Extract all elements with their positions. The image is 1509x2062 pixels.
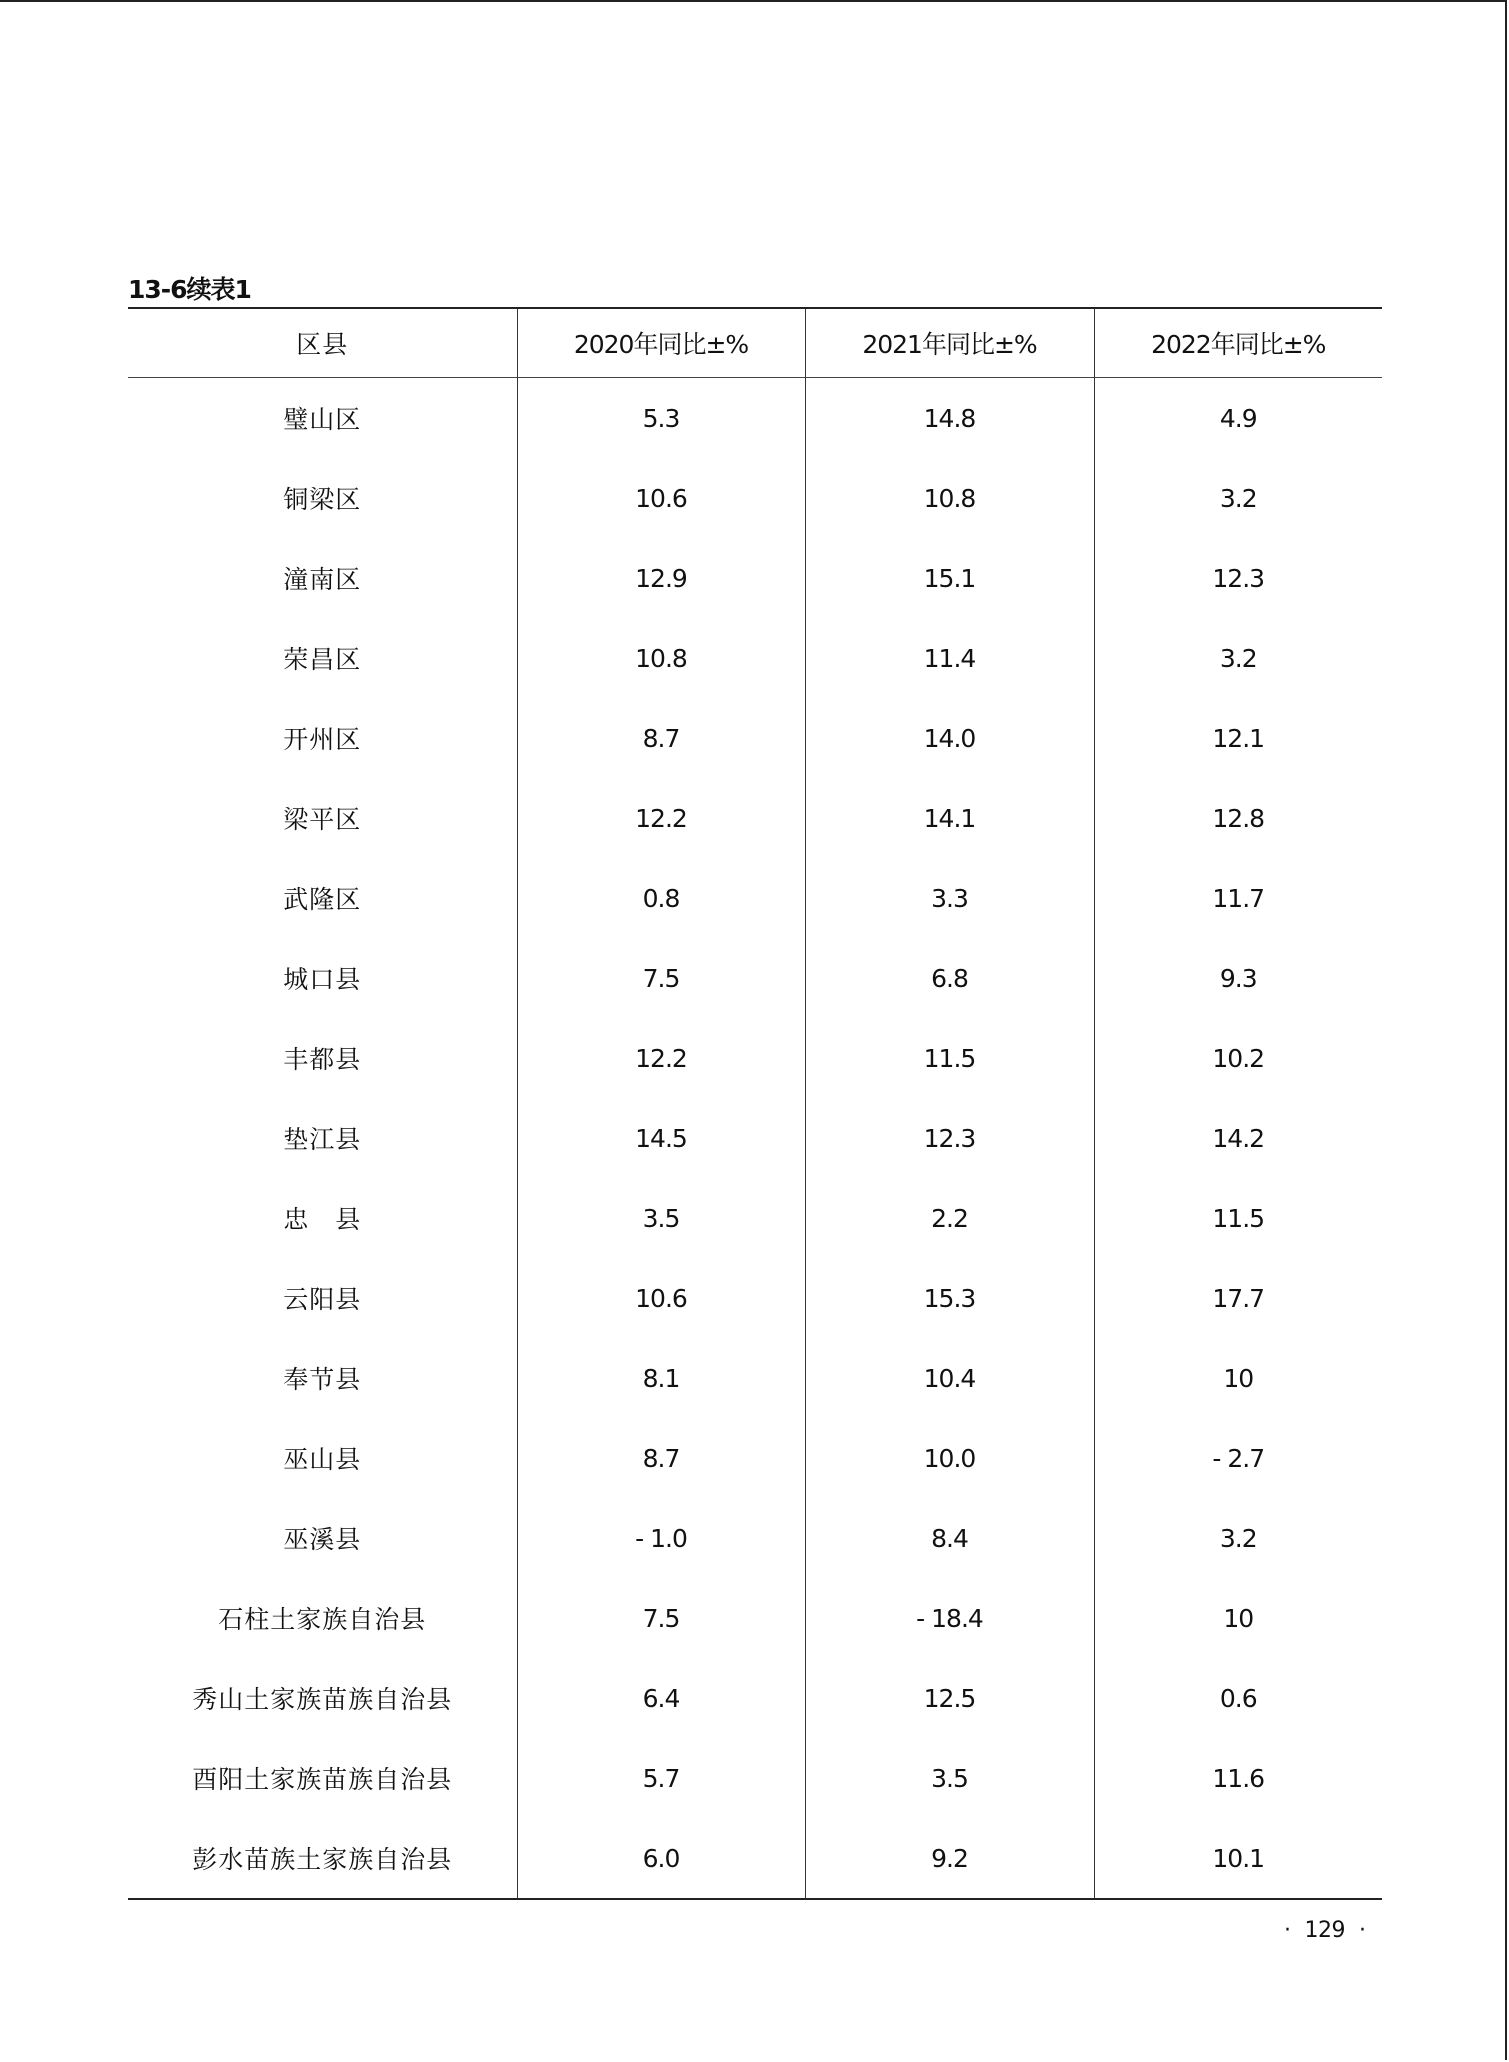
table-row [128, 1258, 1382, 1338]
value-2021-cell: 6.8 [805, 938, 1094, 1018]
column-header-2021: 2021年同比±% [805, 308, 1094, 378]
table-row [128, 778, 1382, 858]
value-2022-cell: 3.2 [1094, 618, 1382, 698]
value-2020-cell: 5.7 [517, 1738, 805, 1818]
district-cell: 武隆区 [283, 885, 362, 914]
column-header-2020: 2020年同比±% [517, 308, 805, 378]
value-2020-cell: 12.2 [517, 778, 805, 858]
district-cell: 奉节县 [283, 1365, 362, 1394]
value-2020-cell: 10.6 [517, 1258, 805, 1338]
value-2020-cell: 3.5 [517, 1178, 805, 1258]
district-cell: 铜梁区 [283, 485, 362, 514]
value-2021-cell: 15.1 [805, 538, 1094, 618]
data-table [128, 307, 1382, 1900]
district-cell: 开州区 [283, 725, 362, 754]
table-body [128, 378, 1382, 1900]
district-cell: 彭水苗族土家族自治县 [192, 1845, 453, 1874]
table-row [128, 1178, 1382, 1258]
table-row [128, 458, 1382, 538]
value-2022-cell: 12.3 [1094, 538, 1382, 618]
value-2020-cell: - 1.0 [517, 1498, 805, 1578]
table-row [128, 698, 1382, 778]
table-row [128, 938, 1382, 1018]
value-2020-cell: 8.1 [517, 1338, 805, 1418]
value-2022-cell: 10.1 [1094, 1818, 1382, 1899]
district-cell: 忠 县 [283, 1205, 362, 1234]
district-cell: 城口县 [283, 965, 362, 994]
district-cell: 酉阳土家族苗族自治县 [192, 1765, 453, 1794]
value-2021-cell: 11.5 [805, 1018, 1094, 1098]
value-2021-cell: 3.3 [805, 858, 1094, 938]
district-cell: 垫江县 [283, 1125, 362, 1154]
column-header-district: 区县 [296, 330, 349, 359]
value-2020-cell: 7.5 [517, 938, 805, 1018]
value-2022-cell: 14.2 [1094, 1098, 1382, 1178]
table-row [128, 1018, 1382, 1098]
value-2020-cell: 5.3 [517, 378, 805, 459]
value-2021-cell: 10.8 [805, 458, 1094, 538]
value-2020-cell: 6.4 [517, 1658, 805, 1738]
value-2022-cell: 12.8 [1094, 778, 1382, 858]
value-2020-cell: 10.6 [517, 458, 805, 538]
page-number-footer [1270, 1918, 1380, 1943]
value-2022-cell: 9.3 [1094, 938, 1382, 1018]
page-number: 129 [1304, 1918, 1345, 1943]
value-2022-cell: 11.6 [1094, 1738, 1382, 1818]
district-cell: 云阳县 [283, 1285, 362, 1314]
value-2021-cell: 12.5 [805, 1658, 1094, 1738]
value-2021-cell: - 18.4 [805, 1578, 1094, 1658]
table-row [128, 858, 1382, 938]
district-cell: 荣昌区 [283, 645, 362, 674]
value-2022-cell: 10 [1094, 1338, 1382, 1418]
district-cell: 璧山区 [283, 405, 362, 434]
table-row [128, 1578, 1382, 1658]
value-2022-cell: 10 [1094, 1578, 1382, 1658]
table-row [128, 1418, 1382, 1498]
district-cell: 潼南区 [283, 565, 362, 594]
value-2022-cell: 11.5 [1094, 1178, 1382, 1258]
district-cell: 秀山土家族苗族自治县 [192, 1685, 453, 1714]
table-row [128, 1738, 1382, 1818]
value-2021-cell: 14.0 [805, 698, 1094, 778]
table-row [128, 1338, 1382, 1418]
table-caption: 13-6续表1 [128, 275, 251, 304]
table-row [128, 618, 1382, 698]
value-2021-cell: 8.4 [805, 1498, 1094, 1578]
district-cell: 丰都县 [283, 1045, 362, 1074]
value-2020-cell: 8.7 [517, 698, 805, 778]
district-cell: 石柱土家族自治县 [218, 1605, 427, 1634]
value-2021-cell: 11.4 [805, 618, 1094, 698]
value-2021-cell: 10.0 [805, 1418, 1094, 1498]
value-2021-cell: 9.2 [805, 1818, 1094, 1899]
page-dot-left: · [1284, 1918, 1291, 1943]
value-2021-cell: 14.8 [805, 378, 1094, 459]
value-2022-cell: - 2.7 [1094, 1418, 1382, 1498]
value-2021-cell: 14.1 [805, 778, 1094, 858]
value-2022-cell: 0.6 [1094, 1658, 1382, 1738]
value-2022-cell: 10.2 [1094, 1018, 1382, 1098]
value-2020-cell: 0.8 [517, 858, 805, 938]
value-2022-cell: 17.7 [1094, 1258, 1382, 1338]
value-2020-cell: 12.2 [517, 1018, 805, 1098]
table-row [128, 1098, 1382, 1178]
table-row [128, 1658, 1382, 1738]
value-2022-cell: 4.9 [1094, 378, 1382, 459]
district-cell: 梁平区 [283, 805, 362, 834]
value-2020-cell: 14.5 [517, 1098, 805, 1178]
column-header-2022: 2022年同比±% [1094, 308, 1382, 378]
value-2021-cell: 2.2 [805, 1178, 1094, 1258]
table-row [128, 538, 1382, 618]
table-row [128, 1498, 1382, 1578]
value-2022-cell: 3.2 [1094, 458, 1382, 538]
value-2021-cell: 3.5 [805, 1738, 1094, 1818]
table-row [128, 1818, 1382, 1899]
value-2022-cell: 3.2 [1094, 1498, 1382, 1578]
value-2022-cell: 12.1 [1094, 698, 1382, 778]
value-2020-cell: 7.5 [517, 1578, 805, 1658]
page-dot-right: · [1359, 1918, 1366, 1943]
table-header-row [128, 308, 1382, 378]
value-2022-cell: 11.7 [1094, 858, 1382, 938]
value-2020-cell: 6.0 [517, 1818, 805, 1899]
value-2021-cell: 15.3 [805, 1258, 1094, 1338]
value-2021-cell: 12.3 [805, 1098, 1094, 1178]
table-row [128, 378, 1382, 459]
district-cell: 巫山县 [283, 1445, 362, 1474]
value-2020-cell: 12.9 [517, 538, 805, 618]
value-2020-cell: 10.8 [517, 618, 805, 698]
district-cell: 巫溪县 [283, 1525, 362, 1554]
value-2021-cell: 10.4 [805, 1338, 1094, 1418]
value-2020-cell: 8.7 [517, 1418, 805, 1498]
